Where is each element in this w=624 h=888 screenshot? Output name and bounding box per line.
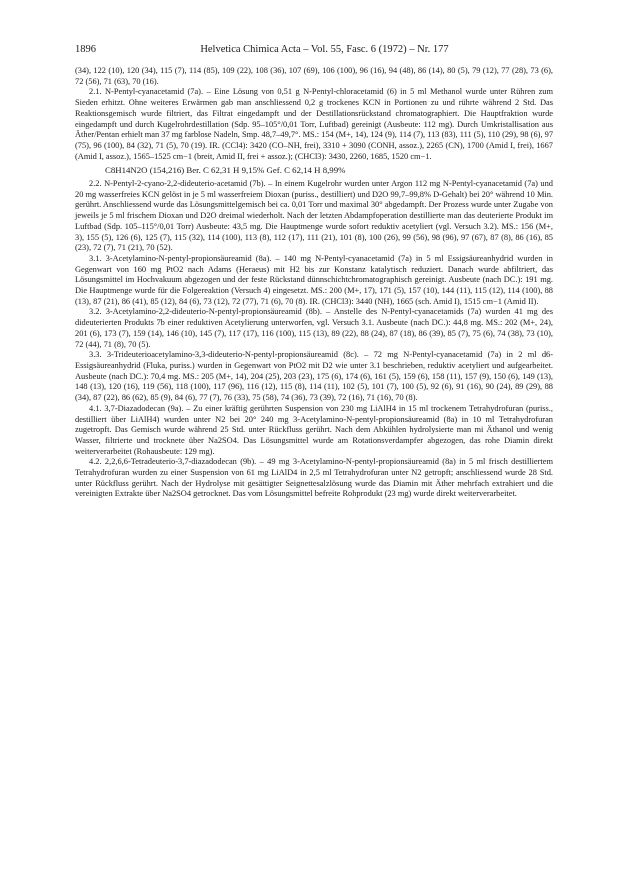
paragraph-3-2: 3.2. 3-Acetylamino-2,2-dideuterio-N-pentyl-propionsäureamid (8b). – Anstelle des N-Pentyl-cyanacetamids (7a) wurden 41 mg des dideuterierten Produkts 7b einer reduktiven Acetylierung unterworfen, vgl. Versuch 3.1. Ausbeute (nach DC.): 44,8 mg. MS.: 202 (M+, 24), 201 (6), 173 (7), 159 (14), 146 (10), 145 (7), 117 (17), 116 (100), 115 (13), 89 (22), 88 (24), 87 (18), 86 (39), 85 (7), 75 (6), 74 (38), 73 (10), 72 (44), 71 (8), 70 (5).: [75, 307, 553, 349]
paragraph-2-1: 2.1. N-Pentyl-cyanacetamid (7a). – Eine Lösung von 0,51 g N-Pentyl-chloracetamid (6) in 5 ml Methanol wurde unter Rühren zum Sieden erhitzt. Ohne weiteres Erwärmen gab man anschliessend 0,2 g trockenes KCN in Portionen zu und rührte während 2 Std. Das Reaktionsgemisch wurde filtriert, das Filtrat eingedampft und der Destillationsrückstand chromatographiert. Die Hauptfraktion wurde eingedampft und durch Kugelrohrdestillation (Sdp. 95–105°/0,01 Torr, Luftbad) gereinigt (Ausbeute: 112 mg). Durch Umkristallisation aus Äther/Pentan erhielt man 37 mg farblose Nadeln, Smp. 48,7–49,7°. MS.: 154 (M+, 14), 124 (9), 114 (7), 113 (83), 111 (5), 110 (29), 98 (6), 97 (75), 96 (100), 84 (32), 71 (5), 70 (19). IR. (CCl4): 3420 (CO–NH, frei), 3310 + 3090 (CONH, assoz.), 2265 (CN), 1700 (Amid I, frei), 1667 (Amid I, assoz.), 1565–1525 cm−1 (breit, Amid II, frei + assoz.); (CHCl3): 3430, 2260, 1685, 1520 cm−1.: [75, 87, 554, 161]
paragraph-3-1: 3.1. 3-Acetylamino-N-pentyl-propionsäureamid (8a). – 140 mg N-Pentyl-cyanacetamid (7a) in 5 ml Essigsäureanhydrid wurden in Gegenwart von 160 mg PtO2 nach Adams (Heraeus) mit H2 bis zur Konstanz katalytisch reduziert. Danach wurde abfiltriert, das Lösungsmittel im Hochvakuum abgezogen und der feste Rückstand dünnschichtchromatographisch gereinigt. Ausbeute (nach DC.): 191 mg. Die Hauptmenge wurde für die Folgereaktion (Versuch 4) eingesetzt. MS.: 200 (M+, 17), 171 (5), 157 (10), 144 (11), 115 (12), 114 (100), 88 (13), 87 (21), 86 (41), 85 (12), 84 (6), 73 (12), 72 (77), 71 (6), 70 (8). IR. (CHCl3): 3440 (NH), 1665 (sch. Amid I), 1515 cm−1 (Amid II).: [75, 253, 553, 306]
body-text: [75, 66, 553, 500]
paragraph-4-1: 4.1. 3,7-Diazadodecan (9a). – Zu einer kräftig gerührten Suspension von 230 mg LiAlH4 in 15 ml trockenem Tetrahydrofuran (puriss., destilliert über LiAlH4) wurden unter N2 bei 20° 240 mg 3-Acetylamino-N-pentyl-propionsäureamid (8a) in 10 ml Tetrahydrofuran zugetropft. Das Gemisch wurde während 25 Std. unter Rückfluss gerührt. Nach dem Abkühlen hydrolysierte man mi Äthanol und wenig Wasser, filtrierte und trocknete über Na2SO4. Das Lösungsmittel wurde am Rotationsverdampfer abgezogen, das rohe Diamin direkt weiterverarbeitet (Rohausbeute: 129 mg).: [75, 403, 553, 456]
running-head: [75, 44, 553, 55]
paragraph-3-3: 3.3. 3-Trideuterioacetylamino-3,3-dideuterio-N-pentyl-propionsäureamid (8c). – 72 mg N-Pentyl-cyanacetamid (7a) in 2 ml d6-Essigsäureanhydrid (Fluka, puriss.) wurden in Gegenwart von PtO2 mit D2 wie unter 3.1 beschrieben, reduktiv acetyliert und aufgearbeitet. Ausbeute (nach DC.): 70,4 mg. MS.: 205 (M+, 14), 204 (25), 203 (23), 175 (6), 174 (6), 161 (5), 159 (6), 158 (11), 157 (9), 150 (6), 149 (13), 148 (13), 120 (16), 119 (56), 118 (100), 117 (96), 116 (12), 115 (8), 114 (11), 102 (5), 101 (7), 100 (5), 92 (6), 91 (16), 90 (24), 89 (29), 88 (34), 87 (22), 86 (62), 85 (9), 84 (6), 77 (7), 76 (33), 75 (58), 74 (36), 73 (39), 72 (16), 71 (16), 70 (8).: [75, 350, 553, 403]
paragraph-4-2: 4.2. 2,2,6,6-Tetradeuterio-3,7-diazadodecan (9b). – 49 mg 3-Acetylamino-N-pentyl-propionsäureamid (8a) in 5 ml frisch destilliertem Tetrahydrofuran wurden zu einer Suspension von 61 mg LiAlD4 in 2,5 ml Tetrahydrofuran unter N2 getropft; anschliessend wurde 28 Std. unter Rückfluss gerührt. Nach der Hydrolyse mit gesättigter Seignettesalzlösung wurde das Diamin mit Äther mehrfach extrahiert und die vereinigten Extrakte über Na2SO4 getrocknet. Das vom Lösungsmittel befreite Rohprodukt (23 mg) wurde direkt weiterverarbeitet.: [75, 457, 553, 499]
page-number: 1896: [75, 44, 96, 55]
journal-title: Helvetica Chimica Acta – Vol. 55, Fasc. 6 (1972) – Nr. 177: [200, 44, 449, 55]
paragraph-2-2: 2.2. N-Pentyl-2-cyano-2,2-dideuterio-acetamid (7b). – In einem Kugelrohr wurden unter Argon 112 mg N-Pentyl-cyanacetamid (7a) und 20 mg wasserfreies KCN gelöst in je 5 ml wasserfreiem Dioxan (puriss., destilliert) und D2O 99,7–99,8% D-Gehalt) bei 20° während 10 Min. gerührt. Anschliessend wurde das Lösungsmittelgemisch bei ca. 0,01 Torr und maximal 30° abgedampft. Der Prozess wurde unter Zugabe von jeweils je 5 ml frischem Dioxan und D2O dreimal wiederholt. Nach der letzten Abdampfoperation destillierte man das deuterierte Produkt im Luftbad (Sdp. 105–115°/0,01 Torr) Ausbeute: 43,5 mg. Die Hauptmenge wurde sofort reduktiv acetyliert (vgl. Versuch 3.2). MS.: 156 (M+, 3), 155 (5), 126 (6), 125 (7), 115 (32), 114 (100), 113 (8), 112 (17), 111 (21), 101 (8), 100 (26), 99 (56), 98 (96), 97 (67), 87 (8), 86 (16), 85 (23), 72 (7), 71 (21), 70 (52).: [75, 179, 553, 253]
paragraph-ms-continuation: (34), 122 (10), 120 (34), 115 (7), 114 (85), 109 (22), 108 (36), 107 (69), 106 (100), 96 (16), 94 (48), 86 (14), 80 (5), 79 (12), 77 (28), 73 (6), 72 (56), 71 (63), 70 (16).: [75, 66, 553, 86]
elemental-analysis: C8H14N2O (154,216) Ber. C 62,31 H 9,15% Gef. C 62,14 H 8,99%: [105, 165, 346, 176]
